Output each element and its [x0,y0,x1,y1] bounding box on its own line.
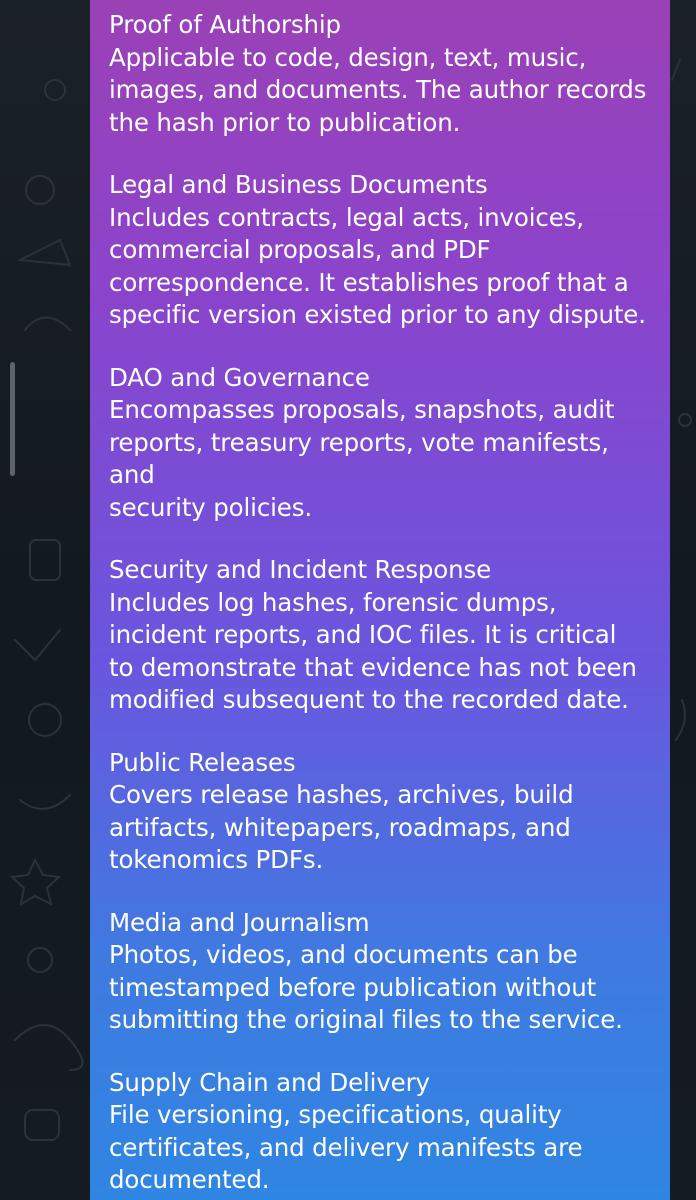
section-body: Includes contracts, legal acts, invoices, commercial proposals, and PDF correspondence. It establishes proof that a specific version existed prior to any dispute. [109,202,646,329]
section-title: Proof of Authorship [109,10,341,39]
section-title: DAO and Governance [109,362,370,392]
section-public-releases [109,747,652,877]
section-body: Covers release hashes, archives, build artifacts, whitepapers, roadmaps, and tokenomics PDFs. [109,780,574,874]
section-legal-and-business-documents [109,169,652,332]
section-security-and-incident-response [109,554,652,717]
section-title: Public Releases [109,747,296,777]
section-supply-chain-and-delivery [109,1067,652,1197]
section-title: Media and Journalism [109,907,370,937]
section-proof-of-authorship [109,9,652,139]
section-body: File versioning, specifications, quality certificates, and delivery manifests are documented. [109,1100,583,1194]
section-body: Includes log hashes, forensic dumps, incident reports, and IOC files. It is critical to demonstrate that evidence has not been modified subsequent to the recorded date. [109,587,637,714]
section-body: Photos, videos, and documents can be timestamped before publication without submitting the original files to the service. [109,940,623,1034]
section-body: Applicable to code, design, text, music, images, and documents. The author records the hash prior to publication. [109,42,647,137]
section-title: Security and Incident Response [109,555,492,584]
section-media-and-journalism [109,907,652,1037]
section-title: Supply Chain and Delivery [109,1067,430,1097]
section-title: Legal and Business Documents [109,170,488,199]
message-bubble [90,0,670,1200]
section-body: Encompasses proposals, snapshots, audit reports, treasury reports, vote manifests, and security policies. [109,395,615,522]
section-dao-and-governance [109,362,652,525]
scrollbar-thumb[interactable] [10,362,15,476]
